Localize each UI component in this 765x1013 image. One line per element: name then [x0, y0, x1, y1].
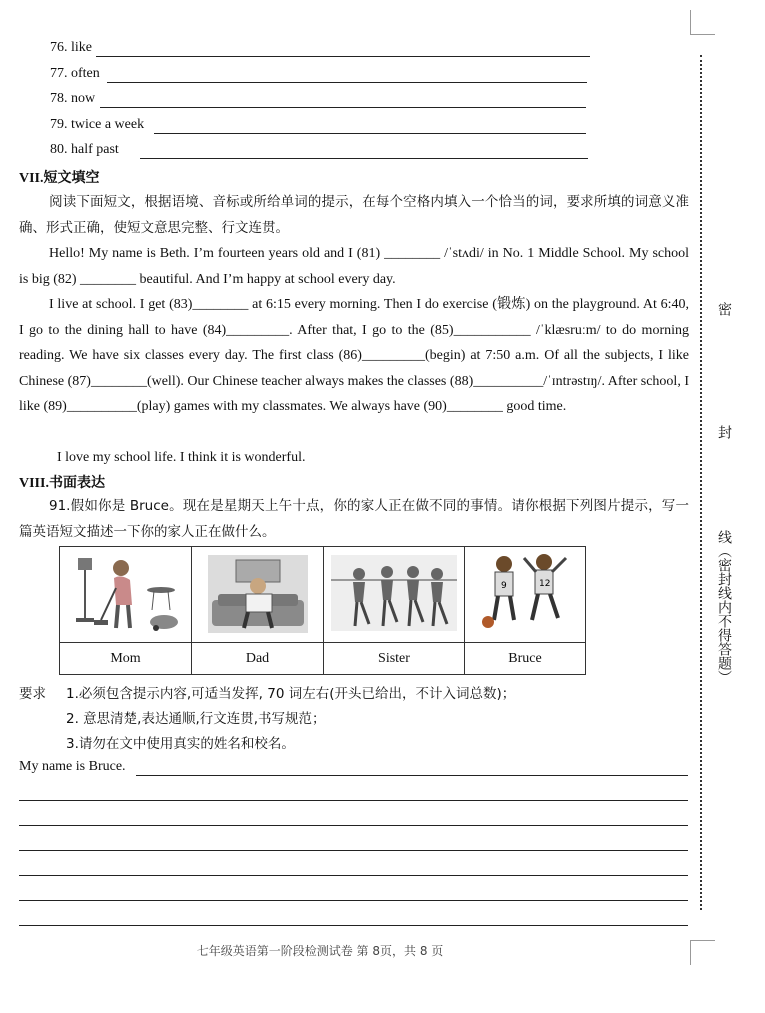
- binding-dotted-line: [700, 55, 702, 910]
- answer-line-76: [50, 40, 92, 58]
- bruce-picture: [465, 547, 586, 643]
- answer-rule[interactable]: [154, 133, 586, 134]
- writing-line[interactable]: [19, 800, 688, 801]
- section-8-title: VIII.书面表达: [19, 476, 105, 491]
- page-footer: 七年级英语第一阶段检测试卷 第 8页，共 8 页: [196, 944, 444, 958]
- answer-rule[interactable]: [96, 56, 590, 57]
- answer-line-78: [50, 91, 95, 109]
- passage-text: I love my school life. I think it is wonderful.: [57, 450, 306, 465]
- answer-rule[interactable]: [100, 107, 586, 108]
- writing-prompt: [19, 494, 689, 545]
- dad-picture: [192, 547, 324, 643]
- section-7-title: VII.短文填空: [19, 171, 100, 186]
- caption-dad: Dad: [192, 643, 324, 675]
- requirements-label: 要求: [19, 686, 46, 702]
- line-label: 80. half past: [50, 142, 119, 157]
- mom-picture: [60, 547, 192, 643]
- picture-table: [59, 546, 586, 675]
- corner-mark-bottom: [690, 940, 715, 965]
- binding-char-feng: 封: [716, 425, 732, 439]
- requirement-3: 3.请勿在文中使用真实的姓名和校名。: [66, 736, 295, 752]
- writing-line[interactable]: [19, 875, 688, 876]
- writing-line[interactable]: [19, 900, 688, 901]
- svg-text:9: 9: [501, 580, 507, 591]
- passage-text: I live at school. I get (83)________ at 6:15 every morning. Then I do exercise (锻炼) on the playground. At 6:40, I go to the dining hall to have (84)_________. After that, I go to the (85)___________ /ˈklæsruːm/ to do morning reading. We have six classes every day. The first class (86)_________(begin) at 7:50 a.m. Of all the subjects, I like Chinese (87)________(well). Our Chinese teacher always makes the classes (88)__________/ˈɪntrəstɪŋ/. After school, I like (89)__________(play) games with my classmates. We always have (90)________ good time.: [19, 297, 689, 414]
- line-label: 77. often: [50, 66, 100, 81]
- requirement-2: 2. 意思清楚,表达通顺,行文连贯,书写规范；: [66, 711, 326, 727]
- corner-mark-top: [690, 10, 715, 35]
- answer-line-77: [50, 66, 100, 84]
- svg-text:12: 12: [539, 578, 551, 589]
- prompt-text: 91.假如你是 Bruce。现在是星期天上午十点，你的家人正在做不同的事情。请你根据下列图片提示，写一篇英语短文描述一下你的家人正在做什么。: [19, 498, 689, 540]
- line-label: 78. now: [50, 91, 96, 106]
- answer-rule[interactable]: [107, 82, 587, 83]
- section-7-instruction: [19, 190, 689, 241]
- caption-bruce: Bruce: [465, 643, 586, 675]
- answer-rule[interactable]: [140, 158, 588, 159]
- caption-mom: Mom: [60, 643, 192, 675]
- writing-line[interactable]: [19, 925, 688, 926]
- passage-paragraph-1: [19, 241, 689, 292]
- answer-line-79: [50, 117, 144, 135]
- requirement-1: 1.必须包含提示内容,可适当发挥, 70 词左右(开头已给出，不计入词总数)；: [66, 686, 516, 702]
- passage-paragraph-3: [19, 445, 689, 471]
- passage-text: Hello! My name is Beth. I’m fourteen years old and I (81) ________ /ˈstʌdi/ in No. 1 Middle School. My school is big (82) ________ beautiful. And I’m happy at school every day.: [19, 246, 689, 287]
- binding-note: 线（密封线内不得答题）: [716, 530, 732, 684]
- answer-line-80: [50, 142, 119, 160]
- line-label: 76. like: [50, 40, 92, 55]
- writing-line[interactable]: [19, 850, 688, 851]
- sister-picture: [324, 547, 465, 643]
- writing-line[interactable]: [19, 825, 688, 826]
- binding-char-mi: 密: [716, 302, 732, 316]
- caption-sister: Sister: [324, 643, 465, 675]
- line-label: 79. twice a week: [50, 117, 145, 132]
- passage-paragraph-2: [19, 292, 689, 420]
- writing-line[interactable]: [136, 775, 688, 776]
- instruction-text: 阅读下面短文，根据语境、音标或所给单词的提示，在每个空格内填入一个恰当的词，要求所填的词意义准确、形式正确，使短文意思完整、行文连贯。: [19, 194, 689, 236]
- writing-start: My name is Bruce.: [19, 759, 126, 774]
